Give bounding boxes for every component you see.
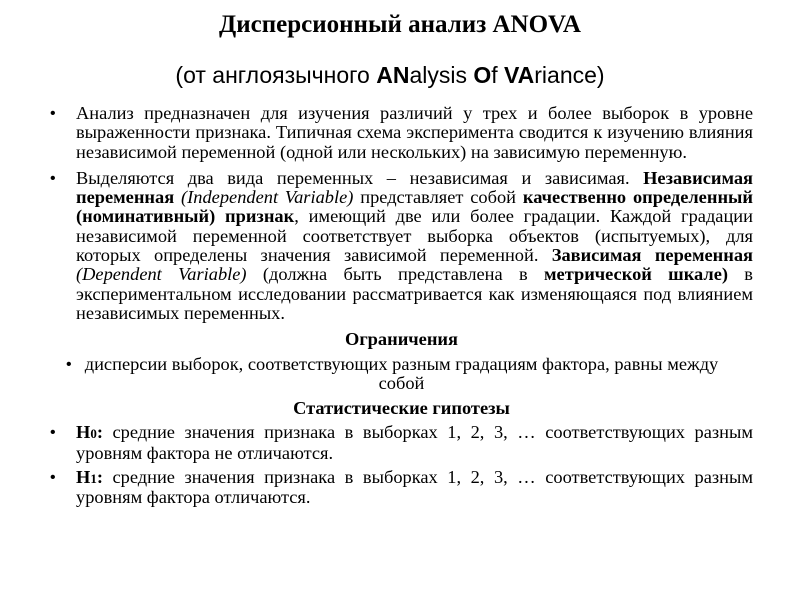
hypothesis-h1 xyxy=(50,468,753,508)
bullet-purpose xyxy=(50,104,753,162)
h0-text: средние значения признака в выборках 1, 2, 3, … соответствующих разным уровням фактора не отличаются. xyxy=(76,422,753,463)
slide-body xyxy=(50,104,753,508)
dependent-variable-term: Зависимая переменная xyxy=(551,245,753,266)
metric-scale-term: метрической шкале) xyxy=(544,264,728,285)
subtitle-va-rest: riance) xyxy=(534,62,605,88)
h1-label-main: H xyxy=(76,467,91,488)
subtitle-of: O xyxy=(473,62,492,88)
independent-variable-term: Независимая переменная xyxy=(76,167,753,208)
limitation-text: дисперсии выборок, соответствующих разным градациям фактора, равны между собой xyxy=(84,353,719,393)
nominative-feature-term: качественно определенный (номинативный) признак xyxy=(76,187,753,227)
subtitle-an: AN xyxy=(376,62,410,88)
subtitle-va: VA xyxy=(504,62,535,88)
subtitle-an-rest: alysis xyxy=(409,62,474,88)
subtitle-of-rest: f xyxy=(491,62,505,88)
bullet-icon: • xyxy=(50,469,56,487)
hypothesis-h0 xyxy=(50,423,753,463)
variables-text-5: в экспериментальном исследовании рассматривается как изменяющаяся под влиянием независимых переменных. xyxy=(76,264,753,323)
variables-text-2: представляет собой xyxy=(353,187,523,208)
bullet-icon: • xyxy=(66,355,72,373)
h0-label xyxy=(76,422,103,442)
variables-text-4: (должна быть представлена в xyxy=(246,264,545,285)
bullet-icon: • xyxy=(50,169,56,187)
h0-label-main: H xyxy=(76,422,91,443)
slide-subtitle xyxy=(0,60,780,90)
slide-title: Дисперсионный анализ ANOVA xyxy=(219,11,581,38)
bullet-icon: • xyxy=(50,105,56,122)
h0-label-sub: 0 xyxy=(90,426,97,442)
bullet-variables xyxy=(50,169,753,323)
h1-label-sub: 1 xyxy=(90,471,97,487)
bullet-icon: • xyxy=(50,424,56,442)
limitation-item xyxy=(50,355,753,394)
h0-label-colon: : xyxy=(96,422,103,443)
subtitle-prefix: (от англоязычного xyxy=(175,62,377,88)
limitations-heading: Ограничения xyxy=(345,329,458,350)
independent-variable-en: (Independent Variable) xyxy=(174,187,354,208)
hypotheses-heading: Статистические гипотезы xyxy=(293,398,510,419)
dependent-variable-en: (Dependent Variable) xyxy=(76,264,247,285)
h1-label-colon: : xyxy=(96,467,103,488)
h1-text: средние значения признака в выборках 1, 2, 3, … соответствующих разным уровням фактора отличаются. xyxy=(76,467,753,508)
h1-label xyxy=(76,467,103,487)
purpose-text: Анализ предназначен для изучения различий у трех и более выборок в уровне выраженности признака. Типичная схема эксперимента сводится к изучению влияния независимой переменной (одной или нескольких) на зависимую переменную. xyxy=(76,103,753,162)
variables-text-1: Выделяются два вида переменных – независимая и зависимая. xyxy=(76,167,644,188)
variables-text-3: , имеющий две или более градации. Каждой градации независимой переменной соответствует выборка объектов (испытуемых), для которых определены значения зависимой переменной. xyxy=(76,206,753,266)
